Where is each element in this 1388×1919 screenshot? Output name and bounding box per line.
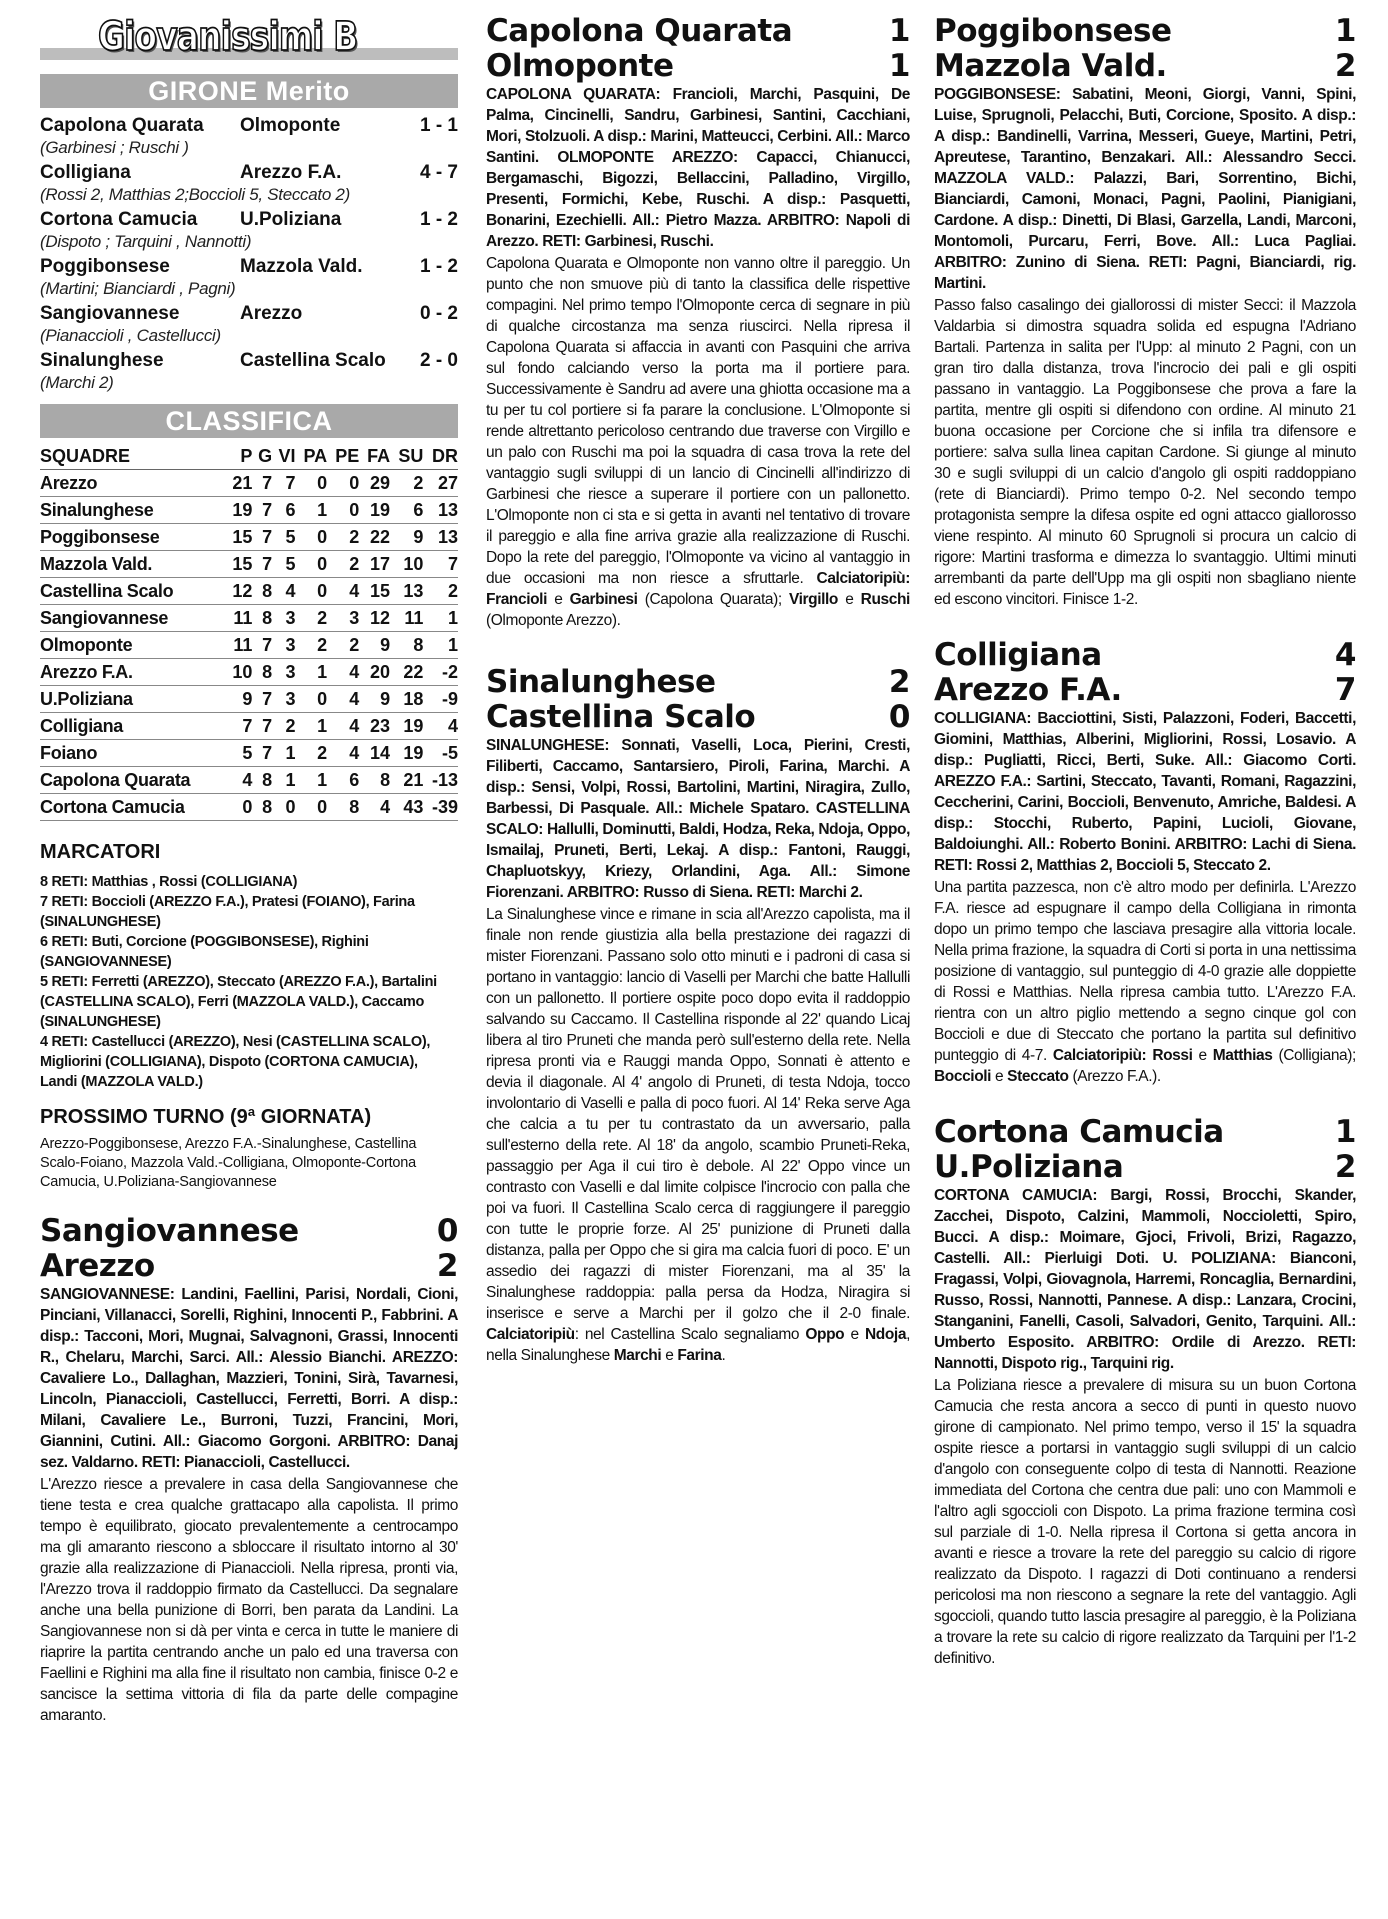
standings-cell: 3	[272, 686, 295, 713]
standings-cell: 8	[252, 659, 272, 686]
standings-cell: 13	[423, 497, 458, 524]
scorer-line: 4 RETI: Castellucci (AREZZO), Nesi (CASTELLINA SCALO), Migliorini (COLLIGIANA), Dispoto (CORTONA CAMUCIA), Landi (MAZZOLA VALD.)	[40, 1034, 431, 1090]
standings-cell: 1	[296, 659, 328, 686]
match-home-line	[934, 1115, 1356, 1150]
result-row	[40, 349, 458, 372]
result-score: 1 - 1	[419, 115, 458, 136]
standings-row	[40, 632, 458, 659]
result-score: 2 - 0	[419, 350, 458, 371]
match-colligiana	[934, 638, 1356, 1087]
home-score: 1	[888, 13, 910, 49]
standings-cell: 7	[252, 740, 272, 767]
standings-cell: 7	[225, 713, 252, 740]
match-sinalunghese	[486, 665, 910, 1366]
standings-team: Arezzo F.A.	[40, 659, 225, 686]
home-team: Sinalunghese	[486, 664, 716, 700]
standings-cell: 2	[296, 605, 328, 632]
standings-column-header: DR	[423, 444, 458, 470]
home-score: 1	[1334, 1114, 1356, 1150]
standings-column-header: P	[225, 444, 252, 470]
standings-team: Olmoponte	[40, 632, 225, 659]
match-home-line	[934, 14, 1356, 49]
calc-and: e	[665, 1347, 674, 1364]
calc-player: Francioli	[486, 591, 547, 608]
standings-cell: 15	[225, 551, 252, 578]
standings-cell: 13	[423, 524, 458, 551]
standings-row	[40, 659, 458, 686]
away-score: 2	[436, 1248, 458, 1284]
match-capolona	[486, 14, 910, 631]
standings-cell: 2	[272, 713, 295, 740]
result-scorers: (Dispoto ; Tarquini , Nannotti)	[40, 232, 252, 251]
standings-cell: 14	[359, 740, 390, 767]
report-text: La Poliziana riesce a prevalere di misura su un buon Cortona Camucia che resta ancora a secco di punti in questo nuovo girone di campionato. Nel primo tempo, verso il 15' la squadra ospite riesce a portarsi in vantaggio sugli sviluppi di un calcio d'angolo con conseguente colpo di testa di Nannotti. Reazione immediata del Cortona che centra due pali: uno con Mammoli e l'altro agli sgoccioli con Dispoto. La prima frazione termina così sul parziale di 1-0. Nella ripresa il Cortona si getta ancora in avanti e riesce a trovare la rete del pareggio su calcio di rigore realizzato da Dispoto. I ragazzi di Doti continuano a rendersi pericolosi ma non riescono a segnare la rete del vantaggio. Agli sgoccioli, quando tutto lascia presagire al pareggio, è la Poliziana a trovare la rete su calcio di rigore realizzato da Tarquini per l'1-2 definitivo.	[934, 1377, 1356, 1667]
home-team: Colligiana	[934, 637, 1102, 673]
result-score: 1 - 2	[419, 209, 458, 230]
standings-team: Foiano	[40, 740, 225, 767]
match-home-line	[40, 1214, 458, 1249]
lineup-text: SANGIOVANNESE: Landini, Faellini, Parisi, Nordali, Cioni, Pinciani, Villanacci, Sorelli, Righini, Innocenti P., Fabbrini. A disp.: Tacconi, Mori, Mugnai, Salvagnoni, Grassi, Innocenti R., Chelaru, Marchi, Sarci. All.: Alessio Bianchi. AREZZO: Cavaliere Lo., Dallaghan, Mazzieri, Tonini, Sirà, Tavarnesi, Lincoln, Pianaccioli, Castellucci, Ferretti, Borri. A disp.: Milani, Cavaliere Le., Burroni, Tuzzi, Francini, Mori, Giannini, Cutini. All.: Giacomo Gorgoni. ARBITRO: Danaj sez. Valdarno. RETI: Pianaccioli, Castellucci.	[40, 1286, 458, 1471]
home-score: 1	[1334, 13, 1356, 49]
standings-cell: 27	[423, 470, 458, 497]
title-text: Giovanissimi B	[98, 14, 358, 60]
standings-cell: 21	[390, 767, 423, 794]
standings-row	[40, 740, 458, 767]
calc-player: Marchi	[613, 1347, 662, 1364]
report-body: La Sinalunghese vince e rimane in scia all'Arezzo capolista, ma il finale non rende giustizia alla bella prestazione dei ragazzi di mister Fiorenzani. Passano solo otto minuti e i padroni di casa si portano in vantaggio: lancio di Vaselli per Marchi che batte Hallulli con un pallonetto. Il portiere ospite poco dopo evita il raddoppio salvando su Caccamo. Il Castellina risponde al 22' quando Licaj libera al tiro Pruneti che manda però sull'esterno della rete. Nella ripresa pronti via e Rauggi manda Oppo, Sonnati è attento e devia il diagonale. Al 4' angolo di Pruneti, di testa Ndoja, tocco involontario di Vaselli e palla di poco fuori. Al 14' Reka serve Aga che calcia a tu per tu contrastato da un avversario, palla sull'esterno della rete. Al 18' da angolo, scambio Pruneti-Reka, passaggio per Aga il cui tiro è debole. Al 22' Oppo vince un contrasto con Vaselli e dal limite colpisce l'incrocio con palla che poi va fuori. Il Castellina Scalo cerca di raggiungere il pareggio con tutte le proprie forze. Al 25' punizione di Pruneti dalla distanza, palla per Oppo che si gira ma calcia fuori di poco. E' un assedio dei ragazzi di mister Fiorenzani, ma al 35' la Sinalunghese raddoppia: palla persa da Hodza, Niragira si inserisce e serve a Marchi per il golzo che il 2-0 finale.	[486, 906, 910, 1322]
calc-text: .	[721, 1347, 726, 1364]
standings-cell: 15	[225, 524, 252, 551]
standings-row	[40, 497, 458, 524]
calc-label: Calciatoripiù:	[1052, 1047, 1147, 1064]
standings-cell: 17	[359, 551, 390, 578]
scorers-list	[40, 872, 458, 1092]
result-scorers: (Pianaccioli , Castellucci)	[40, 326, 221, 345]
calc-label: Calciatoripiù:	[816, 570, 910, 587]
report-text: Passo falso casalingo dei giallorossi di mister Secci: il Mazzola Valdarbia si dimostra squadra solida ed espugna l'Adriano Bartali. Partenza in salita per l'Upp: al minuto 2 Pagni, con un gran tiro dalla distanza, trova l'incrocio dei pali e gli ospiti passano in vantaggio. La Poggibonsese che prova a fare la partita, mentre gli ospiti si difendono con ordine. Al minuto 21 buona occasione per Corcione che si infila tra difensore e portiere: salva sulla linea capitan Cardone. Si giunge al minuto 30 e sugli sviluppi di un calcio d'angolo gli ospiti raddoppiano (rete di Bianciardi). Primo tempo 0-2. Nel secondo tempo protagonista sempre la difesa ospite ed ogni attacco giallorosso viene respinto. Al minuto 60 Sprugnoli si procura un calcio di rigore: Martini trasforma e dimezza lo svantaggio. Ultimi minuti arrembanti da parte dell'Upp ma gli ospiti non sbagliano niente ed escono vincitori. Finisce 1-2.	[934, 297, 1356, 608]
result-home-team: Capolona Quarata	[40, 115, 204, 136]
match-poggibonsese	[934, 14, 1356, 610]
away-score: 0	[888, 699, 910, 735]
away-score: 7	[1334, 672, 1356, 708]
result-score: 4 - 7	[419, 162, 458, 183]
standings-row	[40, 794, 458, 821]
calc-player: Ruschi	[860, 591, 910, 608]
calc-text: , nella Sinalunghese	[486, 1326, 910, 1364]
standings-row	[40, 578, 458, 605]
home-score: 2	[888, 664, 910, 700]
match-away-line	[934, 49, 1356, 84]
calc-team: (Olmoponte Arezzo).	[486, 612, 621, 629]
standings-cell: 1	[296, 767, 328, 794]
standings-cell: 10	[390, 551, 423, 578]
standings-cell: 9	[359, 632, 390, 659]
standings-cell: 9	[390, 524, 423, 551]
standings-cell: 2	[327, 524, 359, 551]
standings-cell: 2	[296, 632, 328, 659]
standings-cell: 3	[272, 605, 295, 632]
standings-cell: 1	[296, 713, 328, 740]
standings-cell: 4	[359, 794, 390, 821]
standings-cell: 7	[252, 524, 272, 551]
standings-team: Cortona Camucia	[40, 794, 225, 821]
standings-cell: 1	[296, 497, 328, 524]
match-home-line	[486, 14, 910, 49]
standings-team: Sinalunghese	[40, 497, 225, 524]
calc-team: (Arezzo F.A.).	[1072, 1068, 1161, 1085]
column-right	[934, 14, 1356, 1669]
standings-table	[40, 444, 458, 821]
home-team: Capolona Quarata	[486, 13, 793, 49]
standings-cell: 7	[252, 497, 272, 524]
match-away-line	[934, 673, 1356, 708]
standings-team: U.Poliziana	[40, 686, 225, 713]
standings-cell: -9	[423, 686, 458, 713]
standings-cell: 4	[327, 659, 359, 686]
standings-cell: 7	[252, 551, 272, 578]
standings-cell: 29	[359, 470, 390, 497]
report-body: Una partita pazzesca, non c'è altro modo per definirla. L'Arezzo F.A. riesce ad espugnare il campo della Colligiana in rimonta dopo un primo tempo che lasciava presagire alla vittoria locale. Nella prima frazione, la squadra di Corti si porta in una nettissima posizione di vantaggio, sul punteggio di 4-0 grazie alle doppiette di Rossi e Matthias. Nella ripresa cambia tutto. L'Arezzo F.A. rientra con un altro piglio mettendo a segno cinque gol con Boccioli e due di Steccato che portano la partita sul definitivo punteggio di 4-7.	[934, 879, 1356, 1064]
standings-cell: 0	[296, 470, 328, 497]
standings-row	[40, 686, 458, 713]
calc-player: Matthias	[1212, 1047, 1273, 1064]
standings-cell: 7	[252, 470, 272, 497]
standings-cell: 6	[390, 497, 423, 524]
result-row	[40, 114, 458, 137]
standings-cell: 19	[359, 497, 390, 524]
standings-cell: 22	[359, 524, 390, 551]
home-team: Sangiovannese	[40, 1213, 299, 1249]
match-away-line	[934, 1150, 1356, 1185]
standings-cell: 8	[359, 767, 390, 794]
calc-player: Rossi	[1152, 1047, 1193, 1064]
standings-cell: 0	[296, 794, 328, 821]
result-scorers: (Marchi 2)	[40, 373, 114, 392]
away-score: 1	[888, 48, 910, 84]
standings-cell: 21	[225, 470, 252, 497]
result-away-team: U.Poliziana	[240, 209, 342, 230]
result-away-team: Castellina Scalo	[240, 350, 386, 371]
standings-cell: 2	[423, 578, 458, 605]
standings-team: Castellina Scalo	[40, 578, 225, 605]
calc-player: Ndoja	[865, 1326, 907, 1343]
result-scorers: (Garbinesi ; Ruschi )	[40, 138, 189, 157]
away-team: U.Poliziana	[934, 1149, 1124, 1185]
standings-column-header: FA	[359, 444, 390, 470]
calc-player: Boccioli	[934, 1068, 992, 1085]
result-row	[40, 161, 458, 184]
report-text	[934, 877, 1356, 1087]
report-text	[486, 253, 910, 631]
result-away-team: Arezzo	[240, 303, 303, 324]
standings-cell: 4	[423, 713, 458, 740]
standings-cell: 7	[423, 551, 458, 578]
standings-row	[40, 470, 458, 497]
standings-cell: 0	[296, 524, 328, 551]
scorer-line: 5 RETI: Ferretti (AREZZO), Steccato (AREZZO F.A.), Bartalini (CASTELLINA SCALO), Ferri (MAZZOLA VALD.), Caccamo (SINALUNGHESE)	[40, 974, 437, 1030]
standings-team: Sangiovannese	[40, 605, 225, 632]
lineup-text: POGGIBONSESE: Sabatini, Meoni, Giorgi, Vanni, Spini, Luise, Sprugnoli, Pelacchi, Buti, Corcione, Sposito. A disp.: A disp.: Bandinelli, Varrina, Messeri, Gueye, Martini, Petri, Apreutese, Tarantino, Benzakari. All.: Alessandro Secci. MAZZOLA VALD.: Palazzi, Bari, Sorrentino, Bichi, Bianciardi, Camoni, Monaci, Pagni, Paolini, Pianigiani, Cardone. A disp.: Dinetti, Di Blasi, Garzella, Landi, Marconi, Montomoli, Purcaru, Ferri, Bove. All.: Luca Pagliai. ARBITRO: Zunino di Siena. RETI: Pagni, Bianciardi, rig. Martini.	[934, 86, 1356, 292]
result-home-team: Sinalunghese	[40, 350, 164, 371]
home-team: Cortona Camucia	[934, 1114, 1224, 1150]
standings-cell: 0	[296, 578, 328, 605]
standings-cell: 3	[272, 659, 295, 686]
standings-cell: 12	[359, 605, 390, 632]
standings-cell: 4	[327, 713, 359, 740]
standings-cell: 11	[225, 605, 252, 632]
girone-header: GIRONE Merito	[40, 74, 458, 108]
standings-cell: 0	[296, 686, 328, 713]
marcatori-heading: MARCATORI	[40, 841, 161, 863]
away-team: Arezzo F.A.	[934, 672, 1122, 708]
standings-cell: 2	[327, 551, 359, 578]
page-title	[40, 14, 458, 64]
standings-cell: 0	[296, 551, 328, 578]
standings-row	[40, 605, 458, 632]
standings-cell: 3	[327, 605, 359, 632]
standings-cell: 5	[225, 740, 252, 767]
scorer-line: 6 RETI: Buti, Corcione (POGGIBONSESE), Righini (SANGIOVANNESE)	[40, 934, 369, 970]
standings-cell: 0	[327, 497, 359, 524]
home-score: 4	[1334, 637, 1356, 673]
calc-text: : nel Castellina Scalo segnaliamo	[574, 1326, 800, 1343]
calc-player: Virgillo	[788, 591, 839, 608]
standings-cell: 11	[390, 605, 423, 632]
standings-column-header: SU	[390, 444, 423, 470]
standings-cell: 6	[272, 497, 295, 524]
standings-cell: 4	[272, 578, 295, 605]
match-away-line	[40, 1249, 458, 1284]
standings-column-header: SQUADRE	[40, 444, 225, 470]
standings-cell: 1	[423, 632, 458, 659]
standings-cell: 2	[327, 632, 359, 659]
standings-cell: 10	[225, 659, 252, 686]
standings-cell: 13	[390, 578, 423, 605]
match-home-line	[486, 665, 910, 700]
match-away-line	[486, 49, 910, 84]
standings-cell: 8	[252, 605, 272, 632]
standings-cell: 1	[272, 767, 295, 794]
standings-cell: -2	[423, 659, 458, 686]
lineup-text: SINALUNGHESE: Sonnati, Vaselli, Loca, Pierini, Cresti, Filiberti, Caccamo, Santarsiero, Piroli, Farina, Marchi. A disp.: Sensi, Volpi, Rossi, Bartolini, Martini, Niragira, Zullo, Barbessi, Di Pasquale. All.: Michele Spataro. CASTELLINA SCALO: Hallulli, Dominutti, Baldi, Hodza, Reka, Ndoja, Oppo, Ismailaj, Pruneti, Berti, Lekaj. A disp.: Fantoni, Rauggi, Chapluotskyy, Kriezy, Orlandini, Aga. All.: Simone Fiorenzani. ARBITRO: Russo di Siena. RETI: Marchi 2.	[486, 737, 910, 901]
away-score: 2	[1334, 1149, 1356, 1185]
lineup-text: CAPOLONA QUARATA: Francioli, Marchi, Pasquini, De Palma, Cincinelli, Sandru, Garbinesi, Santini, Cacchiani, Mori, Stolzuoli. A disp.: Marini, Matteucci, Cerbini. All.: Marco Santini. OLMOPONTE AREZZO: Capacci, Chianucci, Bergamaschi, Bigozzi, Bellaccini, Palladino, Virgillo, Presenti, Formichi, Kebe, Ruschi. A disp.: Pasquetti, Bonarini, Ezechielli. All.: Pietro Mazza. ARBITRO: Napoli di Arezzo. RETI: Garbinesi, Ruschi.	[486, 86, 910, 250]
standings-cell: 22	[390, 659, 423, 686]
result-away-team: Mazzola Vald.	[240, 256, 363, 277]
away-score: 2	[1334, 48, 1356, 84]
standings-team: Capolona Quarata	[40, 767, 225, 794]
standings-cell: 5	[272, 524, 295, 551]
standings-column-header: PE	[327, 444, 359, 470]
standings-cell: 8	[252, 767, 272, 794]
prossimo-heading: PROSSIMO TURNO (9ª GIORNATA)	[40, 1106, 372, 1128]
standings-cell: 15	[359, 578, 390, 605]
standings-cell: 5	[272, 551, 295, 578]
standings-cell: 7	[252, 632, 272, 659]
result-home-team: Poggibonsese	[40, 256, 170, 277]
standings-cell: 19	[390, 740, 423, 767]
standings-cell: 7	[252, 713, 272, 740]
result-home-team: Sangiovannese	[40, 303, 180, 324]
calc-player: Oppo	[805, 1326, 845, 1343]
standings-row	[40, 713, 458, 740]
standings-cell: 3	[272, 632, 295, 659]
home-team: Poggibonsese	[934, 13, 1172, 49]
calc-label: Calciatoripiù	[486, 1326, 575, 1343]
standings-cell: 4	[327, 578, 359, 605]
lineup-text: CORTONA CAMUCIA: Bargi, Rossi, Brocchi, Skander, Zacchei, Dispoto, Calzini, Mammoli, Noccioletti, Spiro, Bucci. A disp.: Moimare, Gjoci, Frivoli, Brizi, Ragazzo, Castelli. All.: Pierluigi Doti. U. POLIZIANA: Bianconi, Fragassi, Volpi, Giovagnola, Harremi, Roncaglia, Bernardini, Russo, Rossi, Nannotti, Pannese. A disp.: Lanzara, Crocini, Stanganini, Fanelli, Casoli, Salvadori, Genito, Tarquini. All.: Umberto Esposito. ARBITRO: Ordile di Arezzo. RETI: Nannotti, Dispoto rig., Tarquini rig.	[934, 1187, 1356, 1372]
standings-row	[40, 524, 458, 551]
result-row	[40, 302, 458, 325]
calc-and: e	[554, 591, 563, 608]
standings-cell: 19	[225, 497, 252, 524]
away-team: Arezzo	[40, 1248, 155, 1284]
match-sangiovannese	[40, 1214, 458, 1726]
standings-cell: 9	[225, 686, 252, 713]
calc-player: Garbinesi	[569, 591, 638, 608]
standings-cell: 4	[225, 767, 252, 794]
standings-row	[40, 551, 458, 578]
standings-team: Poggibonsese	[40, 524, 225, 551]
result-score: 0 - 2	[419, 303, 458, 324]
scorer-line: 8 RETI: Matthias , Rossi (COLLIGIANA)	[40, 874, 298, 890]
report-text: L'Arezzo riesce a prevalere in casa della Sangiovannese che tiene testa e crea qualche grattacapo alla capolista. Il primo tempo è equilibrato, giocato prevalentemente a centrocampo ma gli amaranto riescono a sbloccare il risultato intorno al 30' grazie alla realizzazione di Pianaccioli. Nella ripresa, pronti via, l'Arezzo trova il raddoppio firmato da Castellucci. Da segnalare anche una bella punizione di Borri, ben parata da Landini. La Sangiovannese non si dà per vinta e cerca in tutte le maniere di riaprire la partita centrando anche un palo ed una traversa con Faellini e Righini ma alla fine il risultato non cambia, finisce 0-2 e sancisce la settima vittoria di fila da parte delle compagine amaranto.	[40, 1476, 458, 1724]
away-team: Castellina Scalo	[486, 699, 756, 735]
calc-and: e	[850, 1326, 859, 1343]
standings-column-header: G	[252, 444, 272, 470]
standings-cell: 7	[252, 686, 272, 713]
standings-cell: -5	[423, 740, 458, 767]
standings-cell: 18	[390, 686, 423, 713]
classifica-header: CLASSIFICA	[40, 404, 458, 438]
standings-column-header: VI	[272, 444, 295, 470]
standings-column-header: PA	[296, 444, 328, 470]
report-text	[486, 904, 910, 1366]
result-home-team: Cortona Camucia	[40, 209, 198, 230]
standings-cell: 8	[252, 794, 272, 821]
calc-team: (Capolona Quarata);	[644, 591, 782, 608]
result-home-team: Colligiana	[40, 162, 131, 183]
away-team: Olmoponte	[486, 48, 674, 84]
calc-and: e	[1198, 1047, 1207, 1064]
lineup-text: COLLIGIANA: Bacciottini, Sisti, Palazzoni, Foderi, Baccetti, Giomini, Matthias, Alberini, Migliorini, Rossi, Losavio. A disp.: Pugliatti, Ricci, Berti, Suke. All.: Giacomo Corti. AREZZO F.A.: Sartini, Steccato, Tavanti, Romani, Ragazzini, Ceccherini, Carini, Boccioli, Benvenuto, Amriche, Baldesi. A disp.: Stocchi, Ruberto, Papini, Lucioli, Giovane, Baldoiunghi. All.: Roberto Bonini. ARBITRO: Lachi di Siena. RETI: Rossi 2, Matthias 2, Boccioli 5, Steccato 2.	[934, 710, 1356, 874]
match-cortona	[934, 1115, 1356, 1669]
report-body: Capolona Quarata e Olmoponte non vanno oltre il pareggio. Un punto che non smuove più di tanto la classifica delle rispettive compagini. Nel primo tempo l'Olmoponte cerca di segnare in più di qualche circostanza ma senza riuscirci. Nella ripresa il Capolona Quarata si affaccia in avanti con Pasquini che arriva sul fondo calciando verso la porta ma il portiere para. Successivamente è Sandru ad avere una ghiotta occasione ma a tu per tu col portiere si fa parare la conclusione. L'Olmoponte si rende altrettanto pericoloso centrando due traverse con Virgillo e un palo con Ruschi ma poi la squadra di casa trova la rete del vantaggio sugli sviluppi di un lancio di Cincinelli all'indirizzo di Garbinesi che riesce a superare il portiere con un pallonetto. L'Olmoponte non ci sta e si getta in avanti nel tentativo di trovare il pareggio e alla fine arriva grazie alla realizzazione di Ruschi. Dopo la rete del pareggio, l'Olmoponte va vicino al vantaggio in due occasioni ma non riesce a sfruttarle.	[486, 255, 910, 587]
standings-cell: 2	[296, 740, 328, 767]
standings-cell: 1	[423, 605, 458, 632]
result-away-team: Arezzo F.A.	[240, 162, 342, 183]
standings-body	[40, 470, 458, 821]
calc-and: e	[995, 1068, 1004, 1085]
home-score: 0	[436, 1213, 458, 1249]
calc-team: (Colligiana);	[1278, 1047, 1356, 1064]
column-left	[40, 14, 458, 1726]
prossimo-text: Arezzo-Poggibonsese, Arezzo F.A.-Sinalunghese, Castellina Scalo-Foiano, Mazzola Vald.-Colligiana, Olmoponte-Cortona Camucia, U.Poliziana-Sangiovannese	[40, 1136, 417, 1190]
result-score: 1 - 2	[419, 256, 458, 277]
standings-cell: 43	[390, 794, 423, 821]
standings-cell: 9	[359, 686, 390, 713]
result-row	[40, 255, 458, 278]
standings-cell: 0	[272, 794, 295, 821]
calc-player: Farina	[677, 1347, 722, 1364]
standings-cell: 8	[252, 578, 272, 605]
standings-cell: 11	[225, 632, 252, 659]
standings-cell: 12	[225, 578, 252, 605]
standings-cell: 8	[327, 794, 359, 821]
standings-cell: 0	[225, 794, 252, 821]
result-away-team: Olmoponte	[240, 115, 341, 136]
away-team: Mazzola Vald.	[934, 48, 1167, 84]
standings-cell: 19	[390, 713, 423, 740]
standings-cell: -13	[423, 767, 458, 794]
match-home-line	[934, 638, 1356, 673]
standings-team: Arezzo	[40, 470, 225, 497]
standings-cell: 7	[272, 470, 295, 497]
result-scorers: (Rossi 2, Matthias 2;Boccioli 5, Steccato 2)	[40, 185, 350, 204]
standings-header-row	[40, 444, 458, 470]
standings-row	[40, 767, 458, 794]
scorer-line: 7 RETI: Boccioli (AREZZO F.A.), Pratesi (FOIANO), Farina (SINALUNGHESE)	[40, 894, 415, 930]
standings-cell: 23	[359, 713, 390, 740]
result-row	[40, 208, 458, 231]
standings-cell: 4	[327, 686, 359, 713]
calc-and: e	[845, 591, 854, 608]
standings-team: Colligiana	[40, 713, 225, 740]
standings-cell: 4	[327, 740, 359, 767]
match-away-line	[486, 700, 910, 735]
result-scorers: (Martini; Bianciardi , Pagni)	[40, 279, 236, 298]
standings-team: Mazzola Vald.	[40, 551, 225, 578]
standings-cell: 6	[327, 767, 359, 794]
calc-player: Steccato	[1007, 1068, 1069, 1085]
standings-cell: 2	[390, 470, 423, 497]
results-list	[40, 114, 458, 394]
standings-cell: -39	[423, 794, 458, 821]
standings-cell: 0	[327, 470, 359, 497]
standings-cell: 1	[272, 740, 295, 767]
column-middle	[486, 14, 910, 1366]
standings-cell: 20	[359, 659, 390, 686]
standings-cell: 8	[390, 632, 423, 659]
